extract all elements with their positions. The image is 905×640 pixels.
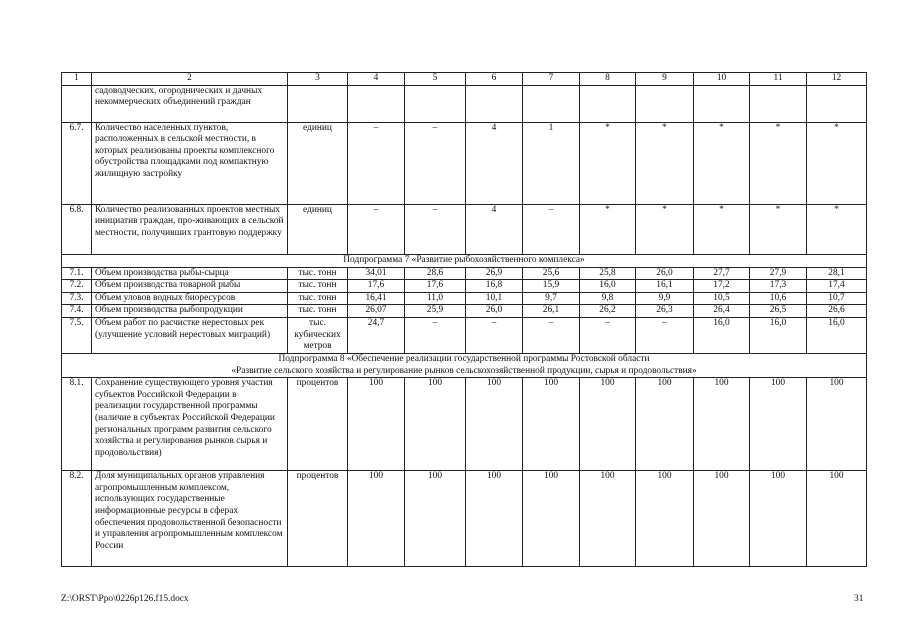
value-cell: 100	[750, 471, 807, 567]
value-cell: 10,1	[466, 292, 523, 305]
column-number-cell: 4	[348, 73, 405, 86]
value-cell: –	[466, 317, 523, 353]
header-row	[62, 73, 867, 86]
row-number-cell: 7.1.	[62, 267, 92, 280]
row-number-cell: 6.8.	[62, 204, 92, 254]
value-cell: 4	[466, 122, 523, 204]
value-cell: 100	[694, 471, 750, 567]
value-cell: 100	[636, 471, 694, 567]
column-number-cell: 5	[405, 73, 466, 86]
table-row	[62, 267, 867, 280]
value-cell: 100	[405, 378, 466, 471]
value-cell: 100	[405, 471, 466, 567]
subprogram-header-row	[62, 353, 867, 377]
column-number-cell: 3	[288, 73, 348, 86]
table-row	[62, 204, 867, 254]
subprogram-title-line: Подпрограмма 7 «Развитие рыбохозяйственного комплекса»	[343, 254, 585, 265]
value-cell: 28,6	[405, 267, 466, 280]
value-cell: *	[750, 122, 807, 204]
row-number-cell: 7.3.	[62, 292, 92, 305]
value-cell	[523, 85, 580, 122]
value-cell: 16,1	[636, 280, 694, 293]
value-cell: 9,9	[636, 292, 694, 305]
unit-cell: тыс. кубических метров	[288, 317, 348, 353]
subprogram-title	[62, 254, 867, 267]
value-cell: 17,4	[807, 280, 867, 293]
value-cell: –	[523, 204, 580, 254]
value-cell: 24,7	[348, 317, 405, 353]
column-number-cell: 12	[807, 73, 867, 86]
indicator-name-cell: Объем производства рыбопродукции	[92, 305, 288, 318]
value-cell: *	[807, 122, 867, 204]
value-cell: 25,8	[580, 267, 636, 280]
unit-cell: процентов	[288, 378, 348, 471]
value-cell: 27,7	[694, 267, 750, 280]
value-cell: 100	[523, 378, 580, 471]
value-cell: *	[694, 204, 750, 254]
value-cell: 17,6	[405, 280, 466, 293]
footer-file-path: Z:\ORST\Ppo\0226p126.f15.docx	[61, 594, 189, 604]
row-number-cell: 7.5.	[62, 317, 92, 353]
value-cell: –	[348, 204, 405, 254]
unit-cell: процентов	[288, 471, 348, 567]
table-row	[62, 122, 867, 204]
column-number-cell: 11	[750, 73, 807, 86]
value-cell: 15,9	[523, 280, 580, 293]
indicator-name-cell: Объем производства товарной рыбы	[92, 280, 288, 293]
value-cell	[694, 85, 750, 122]
value-cell: 28,1	[807, 267, 867, 280]
unit-cell: единиц	[288, 204, 348, 254]
unit-cell: тыс. тонн	[288, 280, 348, 293]
value-cell: 16,0	[807, 317, 867, 353]
value-cell: 100	[807, 471, 867, 567]
column-number-cell: 2	[92, 73, 288, 86]
row-number-cell: 6.7.	[62, 122, 92, 204]
value-cell	[348, 85, 405, 122]
value-cell: 4	[466, 204, 523, 254]
value-cell: 25,9	[405, 305, 466, 318]
column-number-cell: 1	[62, 73, 92, 86]
subprogram-header-row	[62, 254, 867, 267]
row-number-cell: 8.2.	[62, 471, 92, 567]
value-cell: 26,0	[466, 305, 523, 318]
value-cell: 16,41	[348, 292, 405, 305]
value-cell: 100	[636, 378, 694, 471]
indicator-name-cell: Сохранение существующего уровня участия субъектов Российской Федерации в реализации государственной программы (наличие в субъектах Российской Федерации региональных программ развития сельского хозяйства и регулирования рынков сырья и продовольствия)	[92, 378, 288, 471]
value-cell: 100	[580, 378, 636, 471]
value-cell: 100	[580, 471, 636, 567]
value-cell: *	[580, 122, 636, 204]
row-number-cell	[62, 85, 92, 122]
column-number-cell: 9	[636, 73, 694, 86]
column-number-cell: 6	[466, 73, 523, 86]
table-row	[62, 471, 867, 567]
value-cell	[405, 85, 466, 122]
value-cell: 26,9	[466, 267, 523, 280]
value-cell: 26,1	[523, 305, 580, 318]
table-row	[62, 305, 867, 318]
unit-cell: единиц	[288, 122, 348, 204]
column-number-cell: 8	[580, 73, 636, 86]
column-number-cell: 7	[523, 73, 580, 86]
value-cell	[750, 85, 807, 122]
value-cell: 26,5	[750, 305, 807, 318]
table-row	[62, 280, 867, 293]
value-cell: –	[348, 122, 405, 204]
value-cell: *	[807, 204, 867, 254]
value-cell: 26,2	[580, 305, 636, 318]
value-cell: –	[405, 122, 466, 204]
value-cell: 16,0	[580, 280, 636, 293]
indicator-name-cell: Количество реализованных проектов местных инициатив граждан, про-живающих в сельской местности, получивших грантовую поддержку	[92, 204, 288, 254]
indicator-name-cell: Объем уловов водных биоресурсов	[92, 292, 288, 305]
unit-cell: тыс. тонн	[288, 267, 348, 280]
value-cell: 9,8	[580, 292, 636, 305]
value-cell: 25,6	[523, 267, 580, 280]
subprogram-title-line: «Развитие сельского хозяйства и регулирование рынков сельскохозяйственной продукции, сырья и продовольствия»	[231, 365, 697, 376]
value-cell: –	[405, 317, 466, 353]
value-cell: –	[523, 317, 580, 353]
indicator-name-cell: садоводческих, огороднических и дачных некоммерческих объединений граждан	[92, 85, 288, 122]
row-number-cell: 7.4.	[62, 305, 92, 318]
value-cell: 27,9	[750, 267, 807, 280]
value-cell: 17,2	[694, 280, 750, 293]
indicator-name-cell: Количество населенных пунктов, расположенных в сельской местности, в которых реализованы проекты комплексного обустройства площадками под компактную жилищную застройку	[92, 122, 288, 204]
unit-cell	[288, 85, 348, 122]
table-row	[62, 378, 867, 471]
value-cell: 16,0	[694, 317, 750, 353]
value-cell: 16,8	[466, 280, 523, 293]
value-cell: 100	[694, 378, 750, 471]
indicator-table	[61, 72, 867, 567]
value-cell: –	[580, 317, 636, 353]
value-cell: 1	[523, 122, 580, 204]
value-cell: *	[750, 204, 807, 254]
value-cell: 100	[348, 378, 405, 471]
column-number-cell: 10	[694, 73, 750, 86]
value-cell: 26,6	[807, 305, 867, 318]
subprogram-title	[62, 353, 867, 377]
value-cell	[807, 85, 867, 122]
row-number-cell: 8.1.	[62, 378, 92, 471]
value-cell: 26,4	[694, 305, 750, 318]
indicator-name-cell: Доля муниципальных органов управления агропромышленным комплексом, использующих государственные информационные ресурсы в сферах обеспечения продовольственной безопасности и управления агропромышленным комплексом России	[92, 471, 288, 567]
value-cell: 11,0	[405, 292, 466, 305]
value-cell: 100	[523, 471, 580, 567]
value-cell: 10,5	[694, 292, 750, 305]
value-cell: –	[636, 317, 694, 353]
value-cell: 9,7	[523, 292, 580, 305]
value-cell: 26,0	[636, 267, 694, 280]
table-body	[62, 73, 867, 567]
value-cell: 26,07	[348, 305, 405, 318]
value-cell: 100	[348, 471, 405, 567]
value-cell: 100	[750, 378, 807, 471]
value-cell: 100	[466, 471, 523, 567]
value-cell: 16,0	[750, 317, 807, 353]
value-cell: *	[580, 204, 636, 254]
subprogram-title-line: Подпрограмма 8 «Обеспечение реализации государственной программы Ростовской области	[278, 353, 650, 364]
value-cell	[466, 85, 523, 122]
indicator-name-cell: Объем производства рыбы-сырца	[92, 267, 288, 280]
row-number-cell: 7.2.	[62, 280, 92, 293]
value-cell: 17,3	[750, 280, 807, 293]
value-cell: –	[405, 204, 466, 254]
page-number: 31	[854, 594, 864, 604]
value-cell: 10,7	[807, 292, 867, 305]
table-row	[62, 292, 867, 305]
value-cell: *	[636, 122, 694, 204]
value-cell: 100	[807, 378, 867, 471]
value-cell: 26,3	[636, 305, 694, 318]
value-cell: 17,6	[348, 280, 405, 293]
table-row	[62, 317, 867, 353]
value-cell	[580, 85, 636, 122]
table-row	[62, 85, 867, 122]
value-cell: 100	[466, 378, 523, 471]
value-cell: *	[694, 122, 750, 204]
value-cell: 34,01	[348, 267, 405, 280]
value-cell: *	[636, 204, 694, 254]
value-cell: 10,6	[750, 292, 807, 305]
unit-cell: тыс. тонн	[288, 292, 348, 305]
value-cell	[636, 85, 694, 122]
unit-cell: тыс. тонн	[288, 305, 348, 318]
indicator-name-cell: Объем работ по расчистке нерестовых рек (улучшение условий нерестовых миграций)	[92, 317, 288, 353]
